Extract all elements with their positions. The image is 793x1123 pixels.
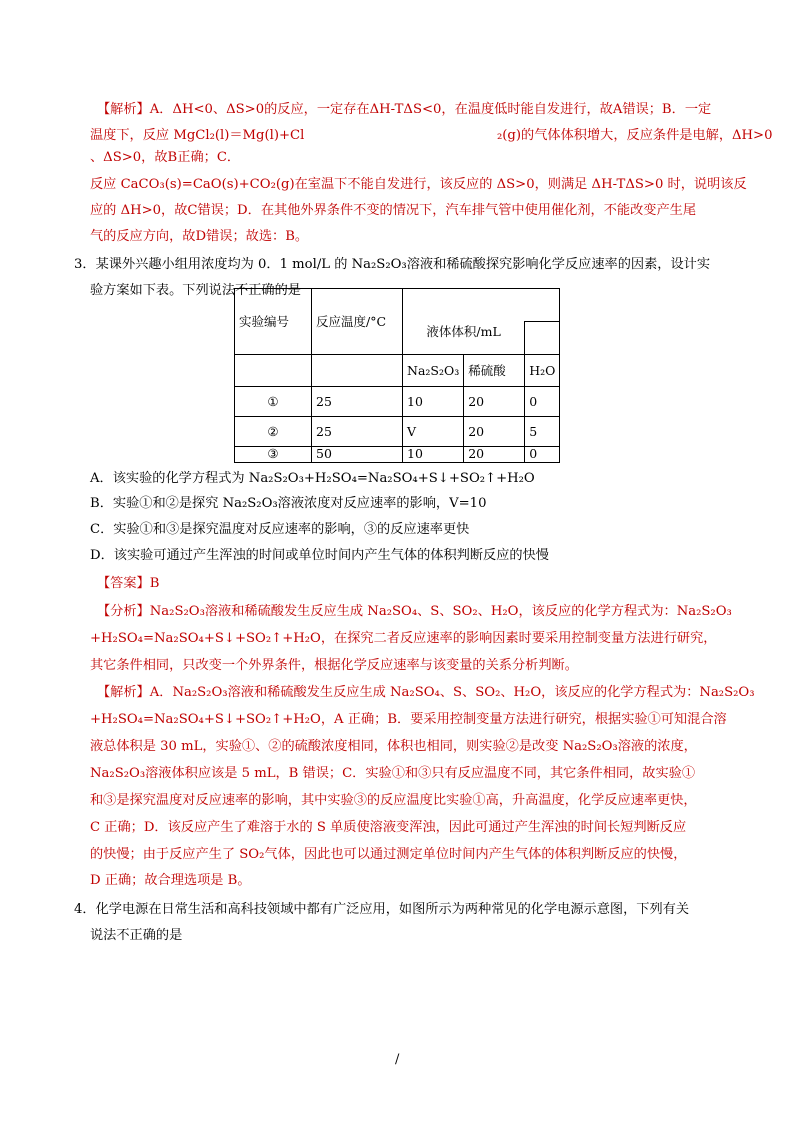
cell-id: ② bbox=[235, 416, 312, 446]
solution-line-6: 气的反应方向，故D错误；故选：B。 bbox=[90, 229, 309, 244]
cell-water: 0 bbox=[525, 386, 560, 416]
question-number: 3． bbox=[74, 257, 96, 272]
cell-na: V bbox=[403, 416, 464, 446]
option-d: D．该实验可通过产生浑浊的时间或单位时间内产生气体的体积判断反应的快慢 bbox=[90, 548, 549, 563]
analysis-text: Na₂S₂O₃溶液和稀硫酸发生反应生成 Na₂SO₄、S、SO₂、H₂O，该反应的化学方程式为：Na₂S₂O₃ bbox=[149, 604, 732, 619]
cell-id: ③ bbox=[235, 446, 312, 462]
answer-line bbox=[97, 575, 159, 593]
header-experiment-no: 实验编号 bbox=[235, 289, 312, 355]
header-sulfuric-acid: 稀硫酸 bbox=[464, 354, 525, 386]
header-liquid-volume bbox=[403, 289, 560, 322]
header-temperature: 反应温度/°C bbox=[312, 289, 403, 355]
solution-line-2b: ₂(g)的气体体积增大，反应条件是电解，ΔH>0 bbox=[497, 128, 773, 143]
solution-label: 【解析】 bbox=[97, 102, 150, 117]
header-blank-left bbox=[235, 354, 312, 386]
solution-line-5: 应的 ΔH>0，故C错误；D．在其他外界条件不变的情况下，汽车排气管中使用催化剂，不能改变产生尾 bbox=[90, 203, 697, 218]
solution-line-3: 、ΔS>0，故B正确；C． bbox=[90, 150, 241, 165]
solution3-line-6: C 正确；D．该反应产生了难溶于水的 S 单质使溶液变浑浊，因此可通过产生浑浊的时间长短判断反应 bbox=[90, 820, 687, 835]
solution3-line-1 bbox=[97, 684, 755, 702]
cell-temp: 25 bbox=[312, 416, 403, 446]
option-a: A．该实验的化学方程式为 Na₂S₂O₃+H₂SO₄=Na₂SO₄+S↓+SO₂↑+H₂O bbox=[90, 471, 535, 486]
analysis-label: 【分析】 bbox=[97, 604, 150, 619]
table-row bbox=[235, 416, 560, 446]
cell-water: 0 bbox=[525, 446, 560, 462]
cell-na: 10 bbox=[403, 446, 464, 462]
question-3-stem-2: 验方案如下表。下列说法不正确的是 bbox=[90, 283, 301, 298]
solution-text: A．Na₂S₂O₃溶液和稀硫酸发生反应生成 Na₂SO₄、S、SO₂、H₂O，该反应的化学方程式为：Na₂S₂O₃ bbox=[149, 685, 755, 700]
cell-temp: 50 bbox=[312, 446, 403, 462]
option-c: C．实验①和③是探究温度对反应速率的影响，③的反应速率更快 bbox=[90, 522, 470, 537]
answer-label: 【答案】 bbox=[97, 576, 150, 591]
cell-id: ① bbox=[235, 386, 312, 416]
header-blank-mid bbox=[312, 354, 403, 386]
question-stem-text: 化学电源在日常生活和高科技领域中都有广泛应用，如图所示为两种常见的化学电源示意图，下列有关 bbox=[95, 902, 690, 917]
solution3-line-8: D 正确；故合理选项是 B。 bbox=[90, 873, 251, 888]
cell-acid: 20 bbox=[464, 386, 525, 416]
solution3-line-5: 和③是探究温度对反应速率的影响，其中实验③的反应温度比实验①高，升高温度，化学反应速率更快， bbox=[90, 793, 697, 808]
page-number: / bbox=[395, 1052, 400, 1067]
solution-line-1 bbox=[97, 101, 711, 119]
answer-value: B bbox=[149, 576, 160, 591]
question-4-stem-1 bbox=[74, 901, 689, 919]
cell-acid: 20 bbox=[464, 416, 525, 446]
header-na2s2o3: Na₂S₂O₃ bbox=[403, 354, 464, 386]
solution3-line-4: Na₂S₂O₃溶液体积应该是 5 mL，B 错误；C．实验①和③只有反应温度不同，其它条件相同，故实验① bbox=[90, 766, 696, 781]
solution-line-2a: 温度下，反应 MgCl₂(l)＝Mg(l)+Cl bbox=[90, 128, 305, 143]
question-4-stem-2: 说法不正确的是 bbox=[90, 928, 183, 943]
header-water: H₂O bbox=[525, 354, 560, 386]
table-row bbox=[235, 386, 560, 416]
analysis-line-1 bbox=[97, 603, 732, 621]
question-number: 4． bbox=[74, 902, 96, 917]
solution-text: A．ΔH<0、ΔS>0的反应，一定存在ΔH-TΔS<0，在温度低时能自发进行，故A错误；B．一定 bbox=[149, 102, 712, 117]
solution-label: 【解析】 bbox=[97, 685, 150, 700]
cell-na: 10 bbox=[403, 386, 464, 416]
table-row bbox=[235, 446, 560, 462]
analysis-line-2: +H₂SO₄=Na₂SO₄+S↓+SO₂↑+H₂O，在探究二者反应速率的影响因素时要采用控制变量方法进行研究， bbox=[90, 631, 717, 646]
header-blank bbox=[525, 322, 560, 355]
analysis-line-3: 其它条件相同，只改变一个外界条件，根据化学反应速率与该变量的关系分析判断。 bbox=[90, 658, 578, 673]
option-b: B．实验①和②是探究 Na₂S₂O₃溶液浓度对反应速率的影响，V=10 bbox=[90, 496, 487, 511]
solution3-line-2: +H₂SO₄=Na₂SO₄+S↓+SO₂↑+H₂O，A 正确；B．要采用控制变量方法进行研究，根据实验①可知混合溶 bbox=[90, 712, 727, 727]
cell-temp: 25 bbox=[312, 386, 403, 416]
solution3-line-3: 液总体积是 30 mL，实验①、②的硫酸浓度相同，体积也相同，则实验②是改变 Na₂S₂O₃溶液的浓度， bbox=[90, 739, 697, 754]
header-liquid-volume-text: 液体体积/mL bbox=[403, 322, 525, 355]
cell-water: 5 bbox=[525, 416, 560, 446]
question-stem-text: 某课外兴趣小组用浓度均为 0．1 mol/L 的 Na₂S₂O₃溶液和稀硫酸探究影响化学反应速率的因素，设计实 bbox=[95, 257, 711, 272]
solution3-line-7: 的快慢；由于反应产生了 SO₂气体，因此也可以通过测定单位时间内产生气体的体积判断反应的快慢， bbox=[90, 847, 687, 862]
cell-acid: 20 bbox=[464, 446, 525, 462]
solution-line-4: 反应 CaCO₃(s)=CaO(s)+CO₂(g)在室温下不能自发进行，该反应的 ΔS>0，则满足 ΔH-TΔS>0 时，说明该反 bbox=[90, 177, 747, 192]
question-3-stem-1 bbox=[74, 256, 710, 274]
experiment-table bbox=[234, 288, 560, 463]
